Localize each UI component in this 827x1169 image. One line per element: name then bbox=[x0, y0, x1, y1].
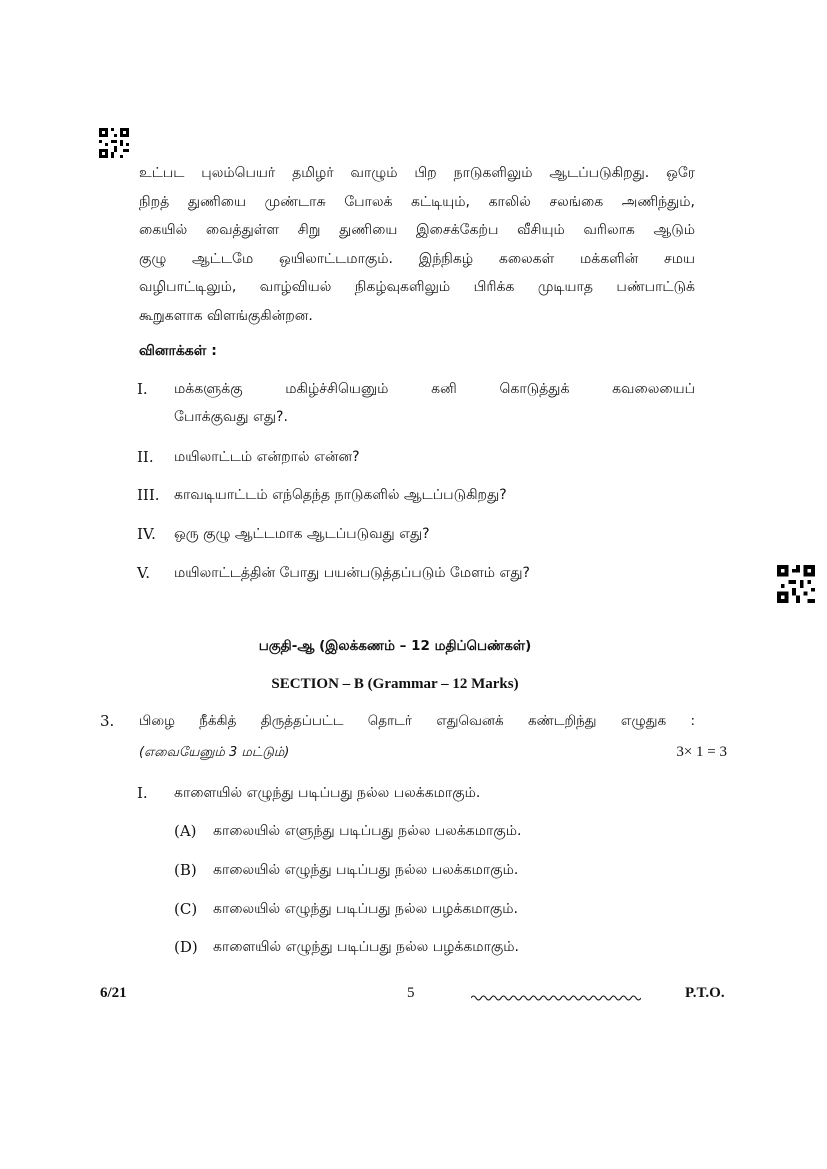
option-letter: (C) bbox=[174, 900, 198, 918]
question-number: II. bbox=[137, 448, 154, 466]
section-title-english: SECTION – B (Grammar – 12 Marks) bbox=[271, 676, 519, 692]
passage-line: குழு ஆட்டமே ஒயிலாட்டமாகும். இந்நிகழ் கலைகள் மக்களின் சமய bbox=[139, 251, 695, 267]
option-letter: (A) bbox=[174, 822, 197, 840]
section-title-tamil: பகுதி-ஆ (இலக்கணம் – 12 மதிப்பெண்கள்) bbox=[258, 638, 532, 654]
sub-question-number: I. bbox=[137, 784, 148, 802]
passage-line: வழிபாட்டிலும், வாழ்வியல் நிகழ்வுகளிலும் பிரிக்க முடியாத பண்பாட்டுக் bbox=[139, 279, 695, 295]
questions-heading: வினாக்கள் : bbox=[139, 343, 217, 359]
question-number: V. bbox=[137, 564, 150, 582]
question-number: I. bbox=[137, 380, 148, 398]
passage-line: உட்பட புலம்பெயர் தமிழர் வாழும் பிற நாடுகளிலும் ஆடப்படுகிறது. ஒரே bbox=[139, 165, 695, 181]
option-text: காளையில் எழுந்து படிப்பது நல்ல பழக்கமாகும். bbox=[213, 939, 519, 955]
option-text: காலையில் எளுந்து படிப்பது நல்ல பலக்கமாகும். bbox=[213, 823, 522, 839]
question-3-marks: 3× 1 = 3 bbox=[676, 744, 727, 760]
question-3-number: 3. bbox=[100, 712, 115, 730]
passage-line: நிறத் துணியை முண்டாசு போலக் கட்டியும், காலில் சலங்கை அணிந்தும், bbox=[139, 194, 695, 210]
qr-code-top-left bbox=[99, 128, 129, 158]
question-3-sub-instruction: (எவையேனும் 3 மட்டும்) bbox=[139, 745, 290, 760]
option-letter: (B) bbox=[174, 861, 197, 879]
question-number: III. bbox=[137, 486, 160, 504]
page-number: 5 bbox=[407, 985, 415, 1001]
question-text: காவடியாட்டம் எந்தெந்த நாடுகளில் ஆடப்படுகிறது? bbox=[174, 487, 507, 503]
paper-code: 6/21 bbox=[100, 985, 127, 1001]
question-text: ஒரு குழு ஆட்டமாக ஆடப்படுவது எது? bbox=[174, 526, 430, 542]
option-text: காலையில் எழுந்து படிப்பது நல்ல பலக்கமாகும். bbox=[213, 862, 519, 878]
wavy-line bbox=[471, 988, 641, 1007]
passage-line: கையில் வைத்துள்ள சிறு துணியை இசைக்கேற்ப வீசியும் வரிலாக ஆடும் bbox=[139, 222, 695, 238]
option-letter: (D) bbox=[174, 938, 198, 956]
option-text: காலையில் எழுந்து படிப்பது நல்ல பழக்கமாகும். bbox=[213, 901, 518, 917]
please-turn-over: P.T.O. bbox=[685, 985, 725, 1001]
question-text: மயிலாட்டம் என்றால் என்ன? bbox=[174, 449, 360, 465]
passage-line: கூறுகளாக விளங்குகின்றன. bbox=[139, 308, 313, 324]
question-number: IV. bbox=[137, 525, 156, 543]
qr-code-right bbox=[777, 565, 815, 603]
question-text: போக்குவது எது?. bbox=[174, 409, 288, 425]
question-3-instruction: பிழை நீக்கித் திருத்தப்பட்ட தொடர் எதுவெனக் கண்டறிந்து எழுதுக : bbox=[139, 713, 695, 729]
question-text: மயிலாட்டத்தின் போது பயன்படுத்தப்படும் மேளம் எது? bbox=[174, 565, 530, 581]
sub-question-text: காளையில் எழுந்து படிப்பது நல்ல பலக்கமாகும். bbox=[174, 785, 481, 801]
question-text: மக்களுக்கு மகிழ்ச்சியெனும் கனி கொடுத்துக் கவலையைப் bbox=[174, 381, 695, 397]
